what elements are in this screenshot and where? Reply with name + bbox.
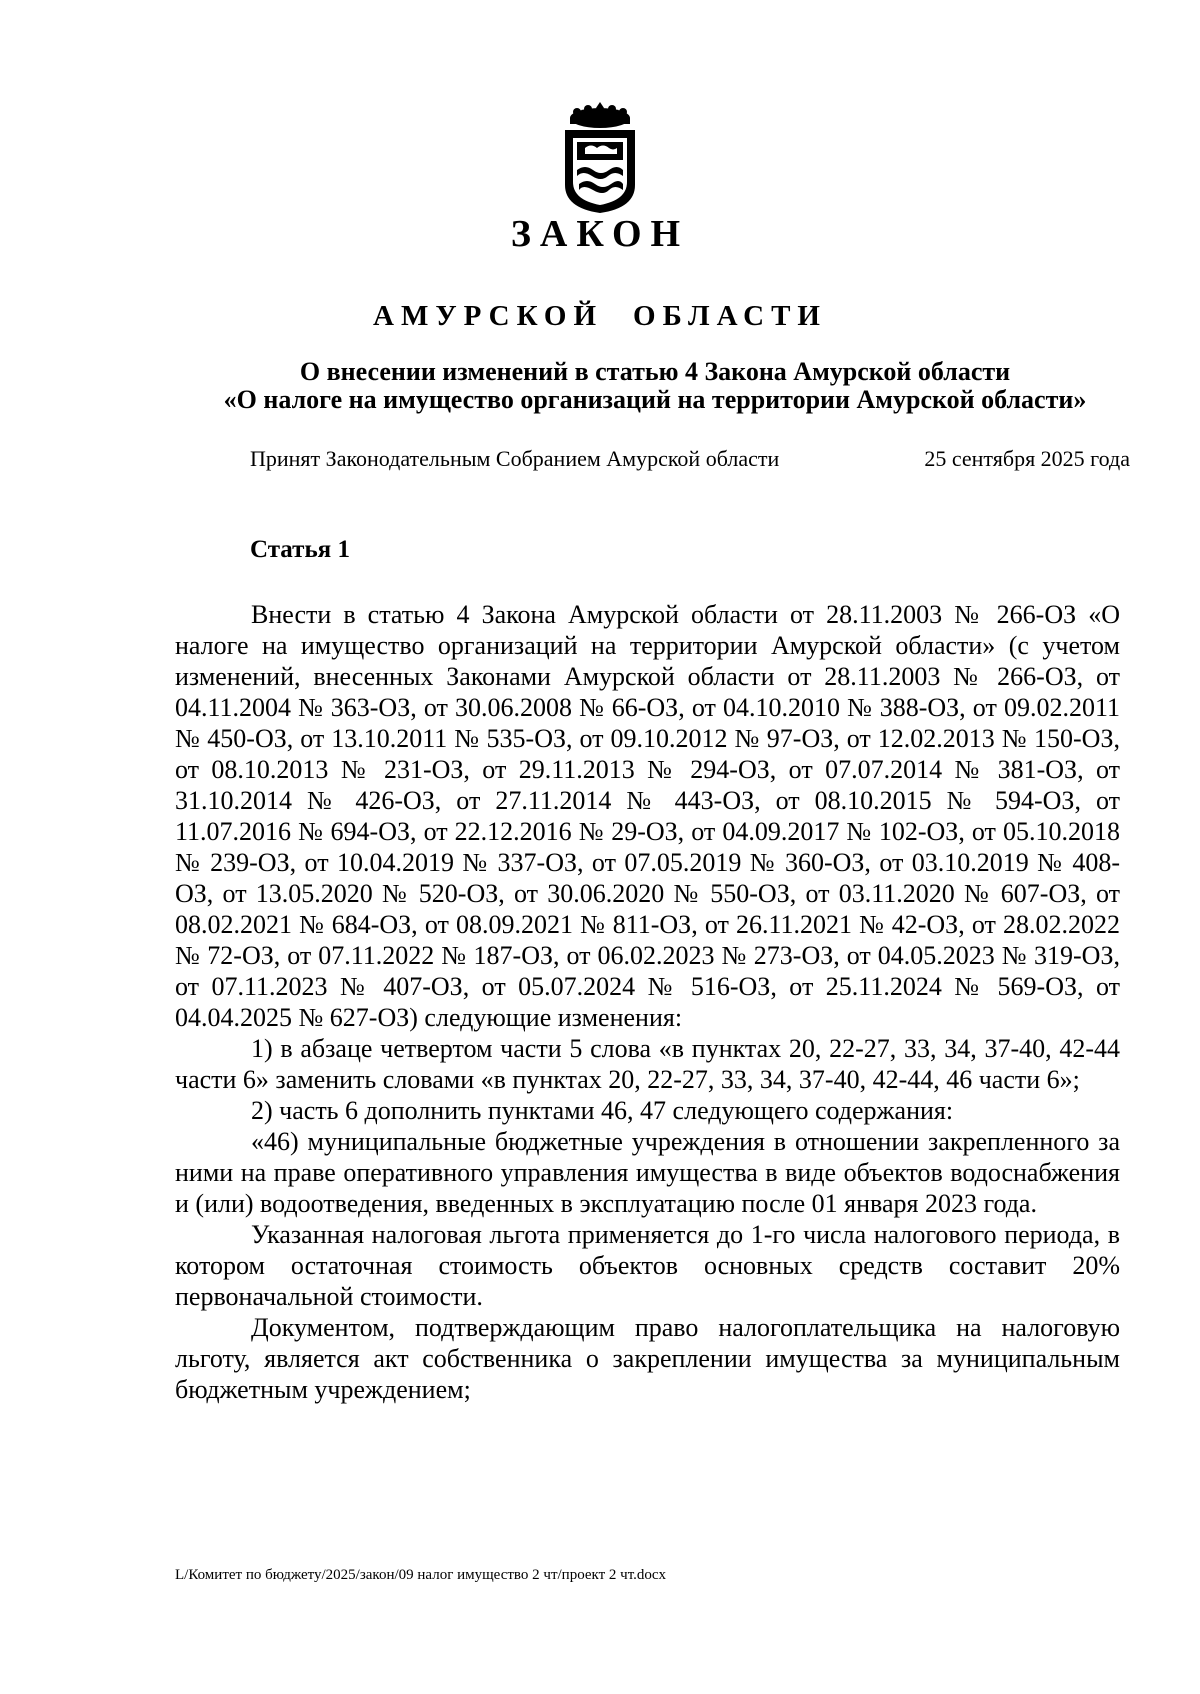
paragraph: Документом, подтверждающим право налогоплательщика на налоговую льготу, является акт собственника о закреплении имущества за муниципальным бюджетным учреждением; — [175, 1313, 1120, 1404]
document-title: ЗАКОН — [510, 213, 690, 255]
law-heading — [175, 358, 1135, 414]
paragraph: Указанная налоговая льгота применяется до 1-го числа налогового периода, в котором остаточная стоимость объектов основных средств составит 20% первоначальной стоимости. — [175, 1220, 1120, 1311]
region-word-2: ОБЛАСТИ — [633, 300, 827, 332]
heading-line-1: О внесении изменений в статью 4 Закона Амурской области — [299, 357, 1011, 386]
article-body — [175, 599, 1120, 1405]
paragraph: «46) муниципальные бюджетные учреждения в отношении закрепленного за ними на праве оперативного управления имущества в виде объектов водоснабжения и (или) водоотведения, введенных в эксплуатацию после 01 января 2023 года. — [175, 1127, 1120, 1218]
paragraph: Внести в статью 4 Закона Амурской области от 28.11.2003 № 266-ОЗ «О налоге на имущество организаций на территории Амурской области» (с учетом изменений, внесенных Законами Амурской области от 28.11.2003 № 266-ОЗ, от 04.11.2004 № 363-ОЗ, от 30.06.2008 № 66-ОЗ, от 04.10.2010 № 388-ОЗ, от 09.02.2011 № 450-ОЗ, от 13.10.2011 № 535-ОЗ, от 09.10.2012 № 97-ОЗ, от 12.02.2013 № 150-ОЗ, от 08.10.2013 № 231-ОЗ, от 29.11.2013 № 294-ОЗ, от 07.07.2014 № 381-ОЗ, от 31.10.2014 № 426-ОЗ, от 27.11.2014 № 443-ОЗ, от 08.10.2015 № 594-ОЗ, от 11.07.2016 № 694-ОЗ, от 22.12.2016 № 29-ОЗ, от 04.09.2017 № 102-ОЗ, от 05.10.2018 № 239-ОЗ, от 10.04.2019 № 337-ОЗ, от 07.05.2019 № 360-ОЗ, от 03.10.2019 № 408-ОЗ, от 13.05.2020 № 520-ОЗ, от 30.06.2020 № 550-ОЗ, от 03.11.2020 № 607-ОЗ, от 08.02.2021 № 684-ОЗ, от 08.09.2021 № 811-ОЗ, от 26.11.2021 № 42-ОЗ, от 28.02.2022 № 72-ОЗ, от 07.11.2022 № 187-ОЗ, от 06.02.2023 № 273-ОЗ, от 04.05.2023 № 319-ОЗ, от 07.11.2023 № 407-ОЗ, от 05.07.2024 № 516-ОЗ, от 25.11.2024 № 569-ОЗ, от 04.04.2025 № 627-ОЗ) следующие изменения: — [175, 600, 1120, 1032]
article-title: Статья 1 — [250, 536, 350, 563]
paragraph: 2) часть 6 дополнить пунктами 46, 47 следующего содержания: — [251, 1096, 954, 1125]
region-name — [0, 300, 1200, 333]
file-path-footer: L/Комитет по бюджету/2025/закон/09 налог имущество 2 чт/проект 2 чт.docx — [175, 1567, 667, 1583]
amur-coat-of-arms-icon — [555, 100, 645, 215]
adopted-by: Принят Законодательным Собранием Амурской области — [250, 446, 780, 471]
adoption-line — [250, 446, 1130, 472]
heading-line-2: «О налоге на имущество организаций на территории Амурской области» — [223, 385, 1087, 414]
paragraph: 1) в абзаце четвертом части 5 слова «в пунктах 20, 22-27, 33, 34, 37-40, 42-44 части 6» заменить словами «в пунктах 20, 22-27, 33, 34, 37-40, 42-44, 46 части 6»; — [175, 1034, 1120, 1094]
region-word-1: АМУРСКОЙ — [373, 300, 604, 332]
adopted-date: 25 сентября 2025 года — [924, 446, 1130, 471]
